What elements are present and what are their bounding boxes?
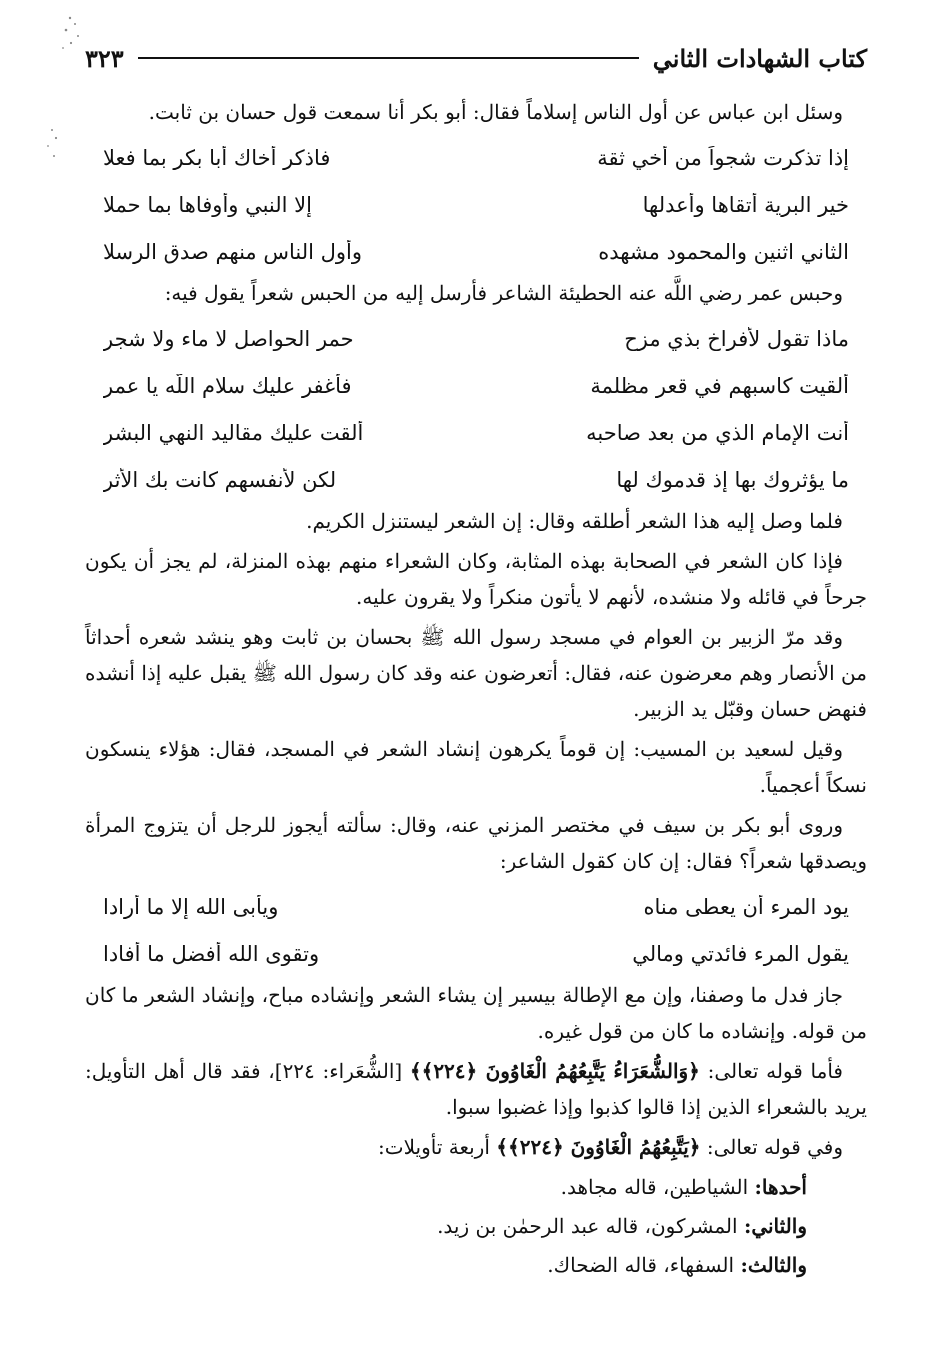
verse-line (85, 315, 867, 362)
verse-first-hemistich: أنت الإمام الذي من بعد صاحبه (586, 420, 849, 445)
page-header (85, 22, 867, 94)
paragraph: جاز فدل ما وصفنا، وإن مع الإطالة بيسير إن يشاء الشعر وإنشاده مباح، وإنشاد الشعر ما كان من قوله. وإنشاده ما كان من قول غيره. (85, 983, 867, 1043)
paragraph-quran-citation (85, 1129, 867, 1165)
verse-line (85, 883, 867, 930)
verse-line (85, 228, 867, 275)
list-item (85, 1208, 867, 1244)
verse-second-hemistich: حمر الحواصل لا ماء ولا شجر (103, 326, 354, 351)
paragraph: وروى أبو بكر بن سيف في مختصر المزني عنه، وقال: سألته أيجوز للرجل أن يتزوج المرأة ويصدقها شعراً؟ فقال: إن كان كقول الشاعر: (85, 813, 867, 873)
verse-second-hemistich: ألقت عليك مقاليد النهي البشر (103, 420, 364, 445)
verse-second-hemistich: لكن لأنفسهم كانت بك الأثر (103, 467, 337, 492)
list-item (85, 1247, 867, 1283)
paragraph: وقيل لسعيد بن المسيب: إن قوماً يكرهون إنشاد الشعر في المسجد، فقال: هؤلاء ينسكون نسكاً أعجمياً. (85, 737, 867, 797)
verse-line (85, 181, 867, 228)
poem-dowry (85, 883, 867, 977)
verse-line (85, 409, 867, 456)
poem-hassan (85, 134, 867, 275)
item-label: والثاني: (743, 1214, 807, 1238)
verse-second-hemistich: فأغفر عليك سلام اللَّه يا عمر (103, 373, 352, 398)
paragraph: فلما وصل إليه هذا الشعر أطلقه وقال: إن الشعر ليستنزل الكريم. (306, 509, 843, 533)
verse-second-hemistich: فاذكر أخاك أبا بكر بما فعلا (103, 145, 331, 170)
quran-verse: ﴿يَتَّبِعُهُمُ الْغَاوُونَ ﴿٢٢٤﴾﴾ (496, 1135, 701, 1159)
paragraph: وقد مرّ الزبير بن العوام في مسجد رسول الله ﷺ بحسان بن ثابت وهو ينشد شعره أحداثاً من الأنصار وهم معرضون عنه، فقال: أتعرضون عنه وقد كان رسول الله ﷺ يقبل عليه إذا أنشده فنهض حسان وقبّل يد الزبير. (85, 625, 867, 721)
text-run: وفي قوله تعالى: (700, 1135, 843, 1159)
item-text: المشركون، قاله عبد الرحمٰن بن زيد. (437, 1214, 744, 1238)
poem-hutaya (85, 315, 867, 503)
verse-first-hemistich: خير البرية أتقاها وأعدلها (642, 192, 849, 217)
text-run: فأما قوله تعالى: (699, 1059, 843, 1083)
page (85, 22, 867, 1352)
list-item (85, 1169, 867, 1205)
verse-line (85, 362, 867, 409)
book-title: كتاب الشهادات الثاني (652, 43, 867, 73)
verse-second-hemistich: إلا النبي وأوفاها بما حملا (103, 192, 312, 217)
verse-first-hemistich: ماذا تقول لأفراخ بذي مزح (624, 326, 849, 351)
verse-second-hemistich: وأول الناس منهم صدق الرسلا (103, 239, 363, 264)
paragraph: وحبس عمر رضي اللَّه عنه الحطيئة الشاعر فأرسل إليه من الحبس شعراً يقول فيه: (164, 281, 843, 305)
item-text: السفهاء، قاله الضحاك. (547, 1253, 741, 1277)
paragraph-quran-citation (85, 1053, 867, 1125)
item-label: أحدها: (754, 1175, 807, 1199)
verse-line (85, 134, 867, 181)
verse-first-hemistich: يود المرء أن يعطى مناه (643, 894, 849, 919)
verse-line (85, 456, 867, 503)
header-rule (138, 57, 639, 59)
verse-line (85, 930, 867, 977)
paragraph: وسئل ابن عباس عن أول الناس إسلاماً فقال: أبو بكر أنا سمعت قول حسان بن ثابت. (148, 100, 843, 124)
text-run: أربعة تأويلات: (378, 1135, 497, 1159)
text-run: [الشُّعَراء: ٢٢٤]، فقد قال أهل التأويل: يريد بالشعراء الذين إذا قالوا كذبوا وإذا غضبوا سبوا. (85, 1059, 867, 1119)
verse-second-hemistich: وتقوى الله أفضل ما أفادا (103, 941, 320, 966)
verse-first-hemistich: الثاني اثنين والمحمود مشهده (598, 239, 849, 264)
verse-second-hemistich: ويأبى الله إلا ما أرادا (103, 894, 279, 919)
scan-noise (30, 10, 90, 170)
verse-first-hemistich: إذا تذكرت شجواً من أخي ثقة (597, 145, 849, 170)
item-label: والثالث: (740, 1253, 807, 1277)
verse-first-hemistich: ألقيت كاسبهم في قعر مظلمة (590, 373, 849, 398)
quran-verse: ﴿وَالشُّعَرَاءُ يَتَّبِعُهُمُ الْغَاوُونَ ﴿٢٢٤﴾﴾ (409, 1059, 700, 1083)
verse-first-hemistich: يقول المرء فائدتي ومالي (632, 941, 849, 966)
page-number: ٣٢٣ (85, 43, 124, 73)
verse-first-hemistich: ما يؤثروك بها إذ قدموك لها (616, 467, 849, 492)
paragraph: فإذا كان الشعر في الصحابة بهذه المثابة، وكان الشعراء منهم بهذه المنزلة، لم يجز أن يكون جرحاً في قائله ولا منشده، لأنهم لا يأتون منكراً ولا يقرون عليه. (85, 549, 867, 609)
item-text: الشياطين، قاله مجاهد. (560, 1175, 755, 1199)
